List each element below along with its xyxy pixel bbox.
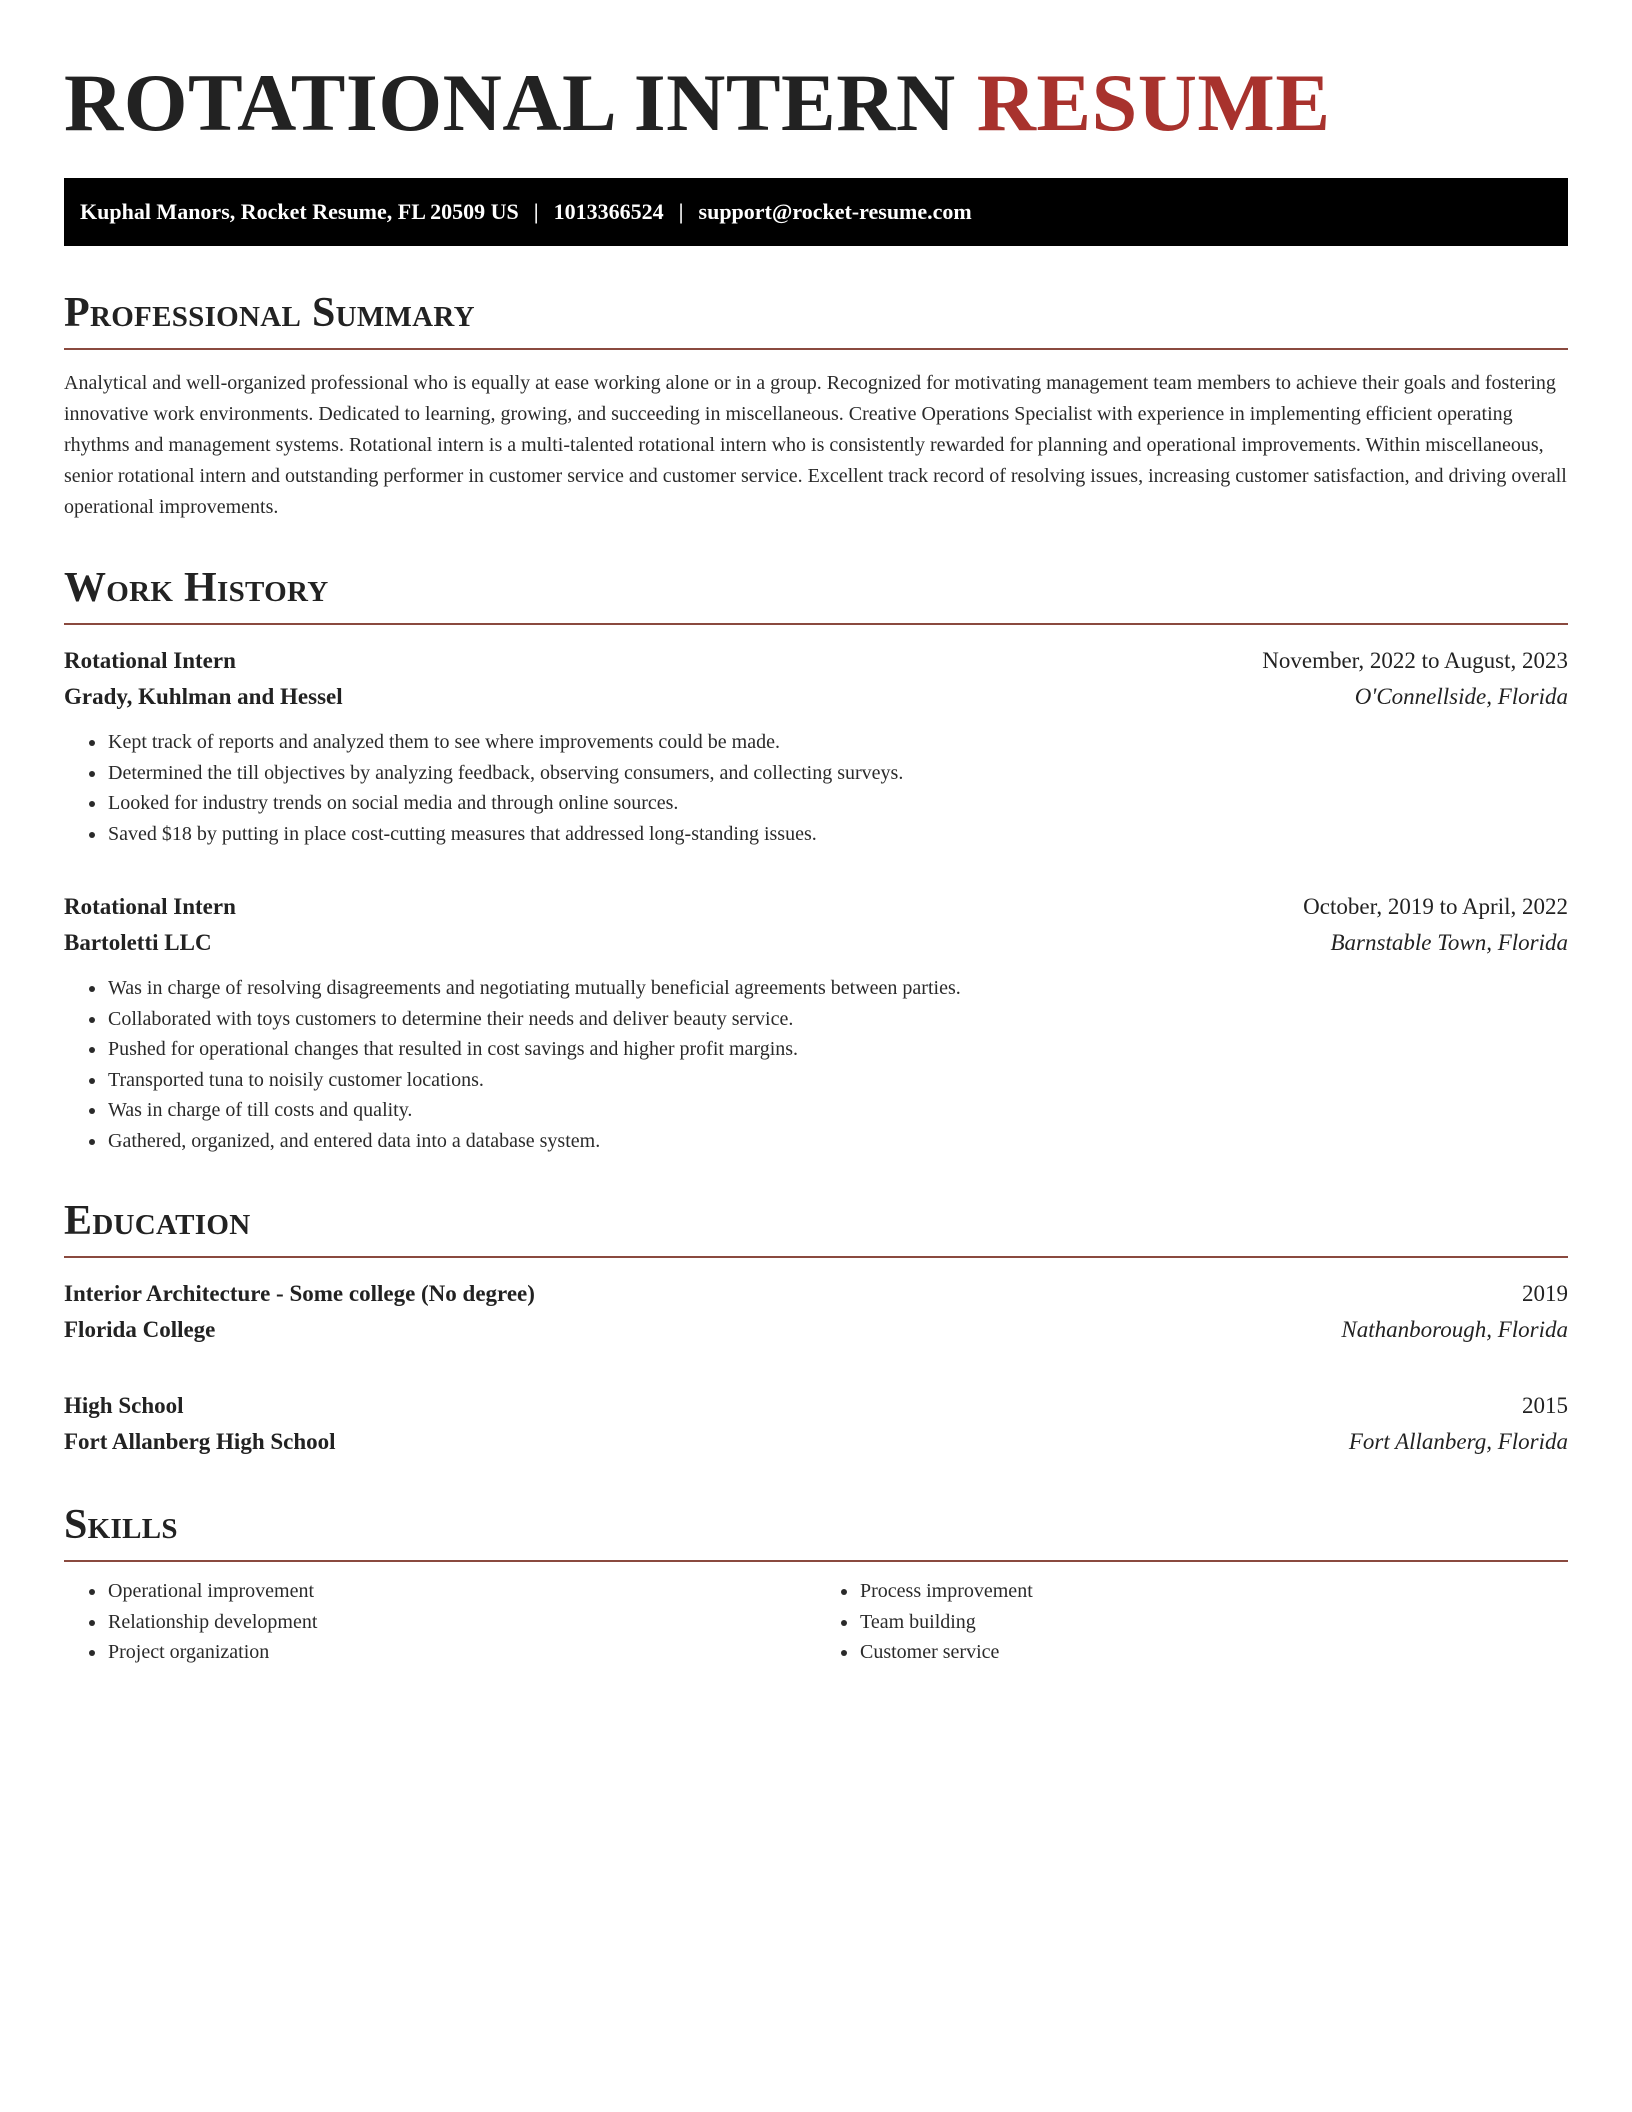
contact-separator: | — [678, 199, 684, 224]
education-degree-row — [64, 1276, 1568, 1312]
education-degree-row — [64, 1388, 1568, 1424]
job-bullet: • Looked for industry trends on social media and through online sources. — [107, 788, 1568, 819]
section-heading-skills: Skills — [64, 1504, 1568, 1562]
work-history-section — [64, 567, 1568, 1156]
title-job-name: ROTATIONAL INTERN — [64, 57, 956, 148]
contact-separator: | — [533, 199, 539, 224]
contact-address: Kuphal Manors, Rocket Resume, FL 20509 US — [80, 199, 519, 224]
contact-bar — [64, 178, 1568, 246]
skill-item: • Project organization — [107, 1637, 816, 1668]
job-dates: November, 2022 to August, 2023 — [1262, 648, 1568, 673]
job-company: Grady, Kuhlman and Hessel — [64, 684, 343, 709]
job-dates: October, 2019 to April, 2022 — [1303, 894, 1568, 919]
job-bullet: • Was in charge of till costs and quality. — [107, 1095, 1568, 1126]
job-bullet: • Collaborated with toys customers to determine their needs and deliver beauty service. — [107, 1004, 1568, 1035]
job-bullets — [64, 973, 1568, 1156]
summary-section — [64, 292, 1568, 523]
job-bullet: • Kept track of reports and analyzed them to see where improvements could be made. — [107, 727, 1568, 758]
skill-item: • Team building — [859, 1607, 1568, 1638]
job-title: Rotational Intern — [64, 894, 236, 919]
contact-email: support@rocket-resume.com — [698, 199, 972, 224]
skills-column-two — [816, 1576, 1568, 1668]
job-company: Bartoletti LLC — [64, 930, 212, 955]
section-heading-work-history: Work History — [64, 567, 1568, 625]
education-section — [64, 1200, 1568, 1460]
resume-title — [64, 56, 1568, 148]
section-heading-education: Education — [64, 1200, 1568, 1258]
job-title: Rotational Intern — [64, 648, 236, 673]
job-title-row — [64, 643, 1568, 679]
job-entry — [64, 889, 1568, 1156]
job-bullet: • Determined the till objectives by analyzing feedback, observing consumers, and collecting surveys. — [107, 758, 1568, 789]
education-year: 2015 — [1522, 1393, 1568, 1418]
job-entry — [64, 643, 1568, 849]
contact-phone: 1013366524 — [553, 199, 664, 224]
education-entry — [64, 1276, 1568, 1348]
job-bullet: • Pushed for operational changes that resulted in cost savings and higher profit margins. — [107, 1034, 1568, 1065]
resume-page — [64, 56, 1568, 1668]
job-bullet: • Transported tuna to noisily customer locations. — [107, 1065, 1568, 1096]
education-entry — [64, 1388, 1568, 1460]
title-resume-word: RESUME — [976, 57, 1331, 148]
summary-text: Analytical and well-organized professional who is equally at ease working alone or in a group. Recognized for motivating management team members to achieve their goals and fostering innovative work environments. Dedicated to learning, growing, and succeeding in miscellaneous. Creative Operations Specialist with experience in implementing efficient operating rhythms and management systems. Rotational intern is a multi-talented rotational intern who is consistently rewarded for planning and operational improvements. Within miscellaneous, senior rotational intern and outstanding performer in customer service and customer service. Excellent track record of resolving issues, increasing customer satisfaction, and driving overall operational improvements. — [64, 372, 1567, 518]
skill-item: • Process improvement — [859, 1576, 1568, 1607]
education-year: 2019 — [1522, 1281, 1568, 1306]
skills-grid — [64, 1576, 1568, 1668]
education-location: Fort Allanberg, Florida — [1348, 1429, 1568, 1454]
skill-item: • Relationship development — [107, 1607, 816, 1638]
education-school: Fort Allanberg High School — [64, 1429, 336, 1454]
job-bullets — [64, 727, 1568, 849]
job-location: O'Connellside, Florida — [1354, 684, 1568, 709]
job-company-row — [64, 679, 1568, 715]
education-degree: High School — [64, 1393, 184, 1418]
skills-column-one — [64, 1576, 816, 1668]
education-school-row — [64, 1312, 1568, 1348]
job-title-row — [64, 889, 1568, 925]
skill-item: • Customer service — [859, 1637, 1568, 1668]
job-bullet: • Gathered, organized, and entered data into a database system. — [107, 1126, 1568, 1157]
job-location: Barnstable Town, Florida — [1330, 930, 1568, 955]
section-heading-summary: Professional Summary — [64, 292, 1568, 350]
skills-section — [64, 1504, 1568, 1668]
education-school: Florida College — [64, 1317, 216, 1342]
education-school-row — [64, 1424, 1568, 1460]
job-bullet: • Saved $18 by putting in place cost-cutting measures that addressed long-standing issues. — [107, 819, 1568, 850]
education-location: Nathanborough, Florida — [1341, 1317, 1568, 1342]
skill-item: • Operational improvement — [107, 1576, 816, 1607]
job-bullet: • Was in charge of resolving disagreements and negotiating mutually beneficial agreements between parties. — [107, 973, 1568, 1004]
job-company-row — [64, 925, 1568, 961]
education-degree: Interior Architecture - Some college (No degree) — [64, 1281, 535, 1306]
